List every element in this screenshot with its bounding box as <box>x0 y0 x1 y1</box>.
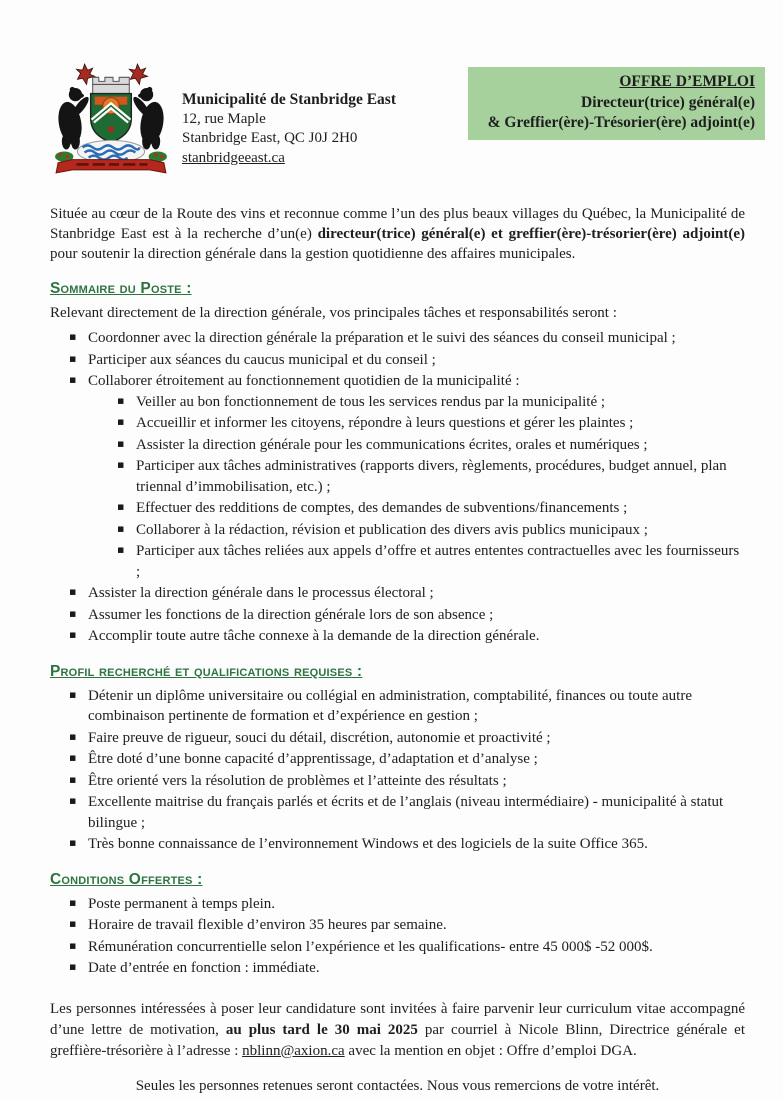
bullet-icon: ▪ <box>69 373 77 386</box>
sommaire-lead: Relevant directement de la direction générale, vos principales tâches et responsabilités seront : <box>50 305 617 321</box>
bullet-icon: ▪ <box>69 960 77 973</box>
banner-subtitle: & Greffier(ère)-Trésorier(ère) adjoint(e) <box>487 114 755 131</box>
list-item: ▪ Participer aux tâches administratives (rapports divers, règlements, procédures, budget annuel, plan triennal d’immobilisation, etc.) ; <box>136 456 745 497</box>
list-item: ▪ Accomplir toute autre tâche connexe à la demande de la direction générale. <box>88 626 745 647</box>
bullet-icon: ▪ <box>69 794 77 807</box>
profil-list <box>69 686 745 855</box>
bullet-icon: ▪ <box>117 500 125 513</box>
bullet-icon: ▪ <box>69 836 77 849</box>
list-item: ▪ Coordonner avec la direction générale la préparation et le suivi des séances du conseil municipal ; <box>88 328 745 349</box>
list-item: ▪ Effectuer des redditions de comptes, des demandes de subventions/financements ; <box>136 498 745 519</box>
bullet-icon: ▪ <box>69 687 77 701</box>
bullet-icon: ▪ <box>69 772 77 786</box>
list-item: ▪ Veiller au bon fonctionnement de tous les services rendus par la municipalité ; <box>136 392 745 413</box>
bullet-icon: ▪ <box>69 628 77 641</box>
section-heading-profil: Profil recherché et qualifications requises : <box>50 662 363 680</box>
address-line: Stanbridge East, QC J0J 2H0 <box>182 130 358 146</box>
bullet-icon: ▪ <box>69 606 77 620</box>
job-offer-banner <box>468 67 765 140</box>
bullet-icon: ▪ <box>69 917 77 930</box>
bullet-icon: ▪ <box>69 729 77 743</box>
intro-bold-job-title: directeur(trice) général(e) et greffier(ère)-trésorier(ère) adjoint(e) <box>317 226 745 242</box>
organization-name: Municipalité de Stanbridge East <box>182 91 397 108</box>
section-heading-conditions: Conditions Offertes : <box>50 870 203 888</box>
list-item: ▪ Détenir un diplôme universitaire ou collégial en administration, comptabilité, finances ou toute autre combinaison pertinente de formation et d’expérience en gestion ; <box>88 686 745 727</box>
municipal-coat-of-arms-logo <box>50 62 172 176</box>
list-item: ▪ Rémunération concurrentielle selon l’expérience et les qualifications- entre 45 000$ -52 000$. <box>88 937 745 958</box>
bullet-icon: ▪ <box>69 895 77 909</box>
list-item: ▪ Horaire de travail flexible d’environ 35 heures par semaine. <box>88 915 745 936</box>
banner-subtitle: Directeur(trice) général(e) <box>581 93 755 111</box>
bullet-icon: ▪ <box>69 751 77 764</box>
address-line: 12, rue Maple <box>182 110 266 127</box>
deadline-bold: au plus tard le 30 mai 2025 <box>225 1021 418 1038</box>
list-item: ▪ Participer aux séances du caucus municipal et du conseil ; <box>88 350 745 371</box>
website-link[interactable]: stanbridgeeast.ca <box>182 149 285 166</box>
list-item: ▪ Faire preuve de rigueur, souci du détail, discrétion, autonomie et proactivité ; <box>88 728 745 749</box>
bullet-icon: ▪ <box>69 330 77 343</box>
bullet-icon: ▪ <box>69 351 77 365</box>
bullet-icon: ▪ <box>117 393 125 407</box>
sommaire-list <box>69 328 745 647</box>
application-instructions: Les personnes intéressées à poser leur candidature sont invitées à faire parvenir leur curriculum vitae accompagné d’une lettre de motivation, au plus tard le 30 mai 2025 par courriel à Nicole Blinn, Directrice générale et greffière-trésorière à l’adresse : nblinn@axion.ca avec la mention en objet : Offre d’emploi DGA. <box>50 1000 745 1059</box>
list-item: ▪ Collaborer à la rédaction, révision et publication des divers avis publics municipaux ; <box>136 520 745 541</box>
bullet-icon: ▪ <box>117 543 125 556</box>
list-item: ▪ Assister la direction générale pour les communications écrites, orales et numériques ; <box>136 435 745 456</box>
list-item: ▪ Date d’entrée en fonction : immédiate. <box>88 958 745 979</box>
conditions-list <box>69 894 745 979</box>
list-item: ▪ Participer aux tâches reliées aux appels d’offre et autres ententes contractuelles avec les fournisseurs ; <box>136 541 745 582</box>
organization-address-block <box>182 60 396 168</box>
bullet-icon: ▪ <box>69 585 77 598</box>
bullet-icon: ▪ <box>117 436 125 450</box>
intro-paragraph: Située au cœur de la Route des vins et reconnue comme l’un des plus beaux villages du Québec, la Municipalité de Stanbridge East est à la recherche d’un(e) directeur(trice) général(e) et greffier(ère)-trésorier(ère) adjoint(e) pour soutenir la direction générale dans la gestion quotidienne des affaires municipales. <box>50 206 745 262</box>
bullet-icon: ▪ <box>117 521 125 535</box>
list-item: ▪ Assister la direction générale dans le processus électoral ; <box>88 583 745 604</box>
sommaire-sublist <box>117 392 745 583</box>
list-item: ▪ Poste permanent à temps plein. <box>88 894 745 915</box>
bullet-icon: ▪ <box>117 415 125 428</box>
list-item: ▪ Très bonne connaissance de l’environnement Windows et des logiciels de la suite Office 365. <box>88 834 745 855</box>
banner-title: OFFRE D’EMPLOI <box>619 73 755 90</box>
bullet-icon: ▪ <box>69 938 77 952</box>
list-item: ▪ Être orienté vers la résolution de problèmes et l’atteinte des résultats ; <box>88 771 745 792</box>
section-heading-sommaire: Sommaire du Poste : <box>50 280 192 297</box>
list-item: ▪ Excellente maitrise du français parlés et écrits et de l’anglais (niveau intermédiaire) - municipalité à statut bilingue ; <box>88 792 745 833</box>
bullet-icon: ▪ <box>117 458 125 471</box>
list-item: ▪ Accueillir et informer les citoyens, répondre à leurs questions et gérer les plaintes ; <box>136 413 745 434</box>
list-item: ▪ Collaborer étroitement au fonctionnement quotidien de la municipalité : ▪ Veiller au bon fonctionnement de tous les services rendus par la municipalité ; ▪ Accueillir et informer les citoyens, répondre à leurs questions et gérer les plaintes ; ▪ Assister la direction générale pour les communications écrites, orales et numériques ; ▪ Participer aux tâches administratives (rapports divers, règlements, procédures, budget annuel, plan triennal d’immobilisation, etc.) ; ▪ Effectuer des redditions de comptes, des demandes de subventions/financements ; ▪ Collaborer à la rédaction, révision et publication des divers avis publics municipaux ; ▪ Participer aux tâches reliées aux appels d’offre et autres ententes contractuelles avec les fournisseurs ; <box>88 371 745 582</box>
list-item: ▪ Être doté d’une bonne capacité d’apprentissage, d’adaptation et d’analyse ; <box>88 749 745 770</box>
email-link[interactable]: nblinn@axion.ca <box>242 1042 345 1059</box>
footer-note: Seules les personnes retenues seront contactées. Nous vous remercions de votre intérêt. <box>135 1077 660 1094</box>
list-item: ▪ Assumer les fonctions de la direction générale lors de son absence ; <box>88 605 745 626</box>
